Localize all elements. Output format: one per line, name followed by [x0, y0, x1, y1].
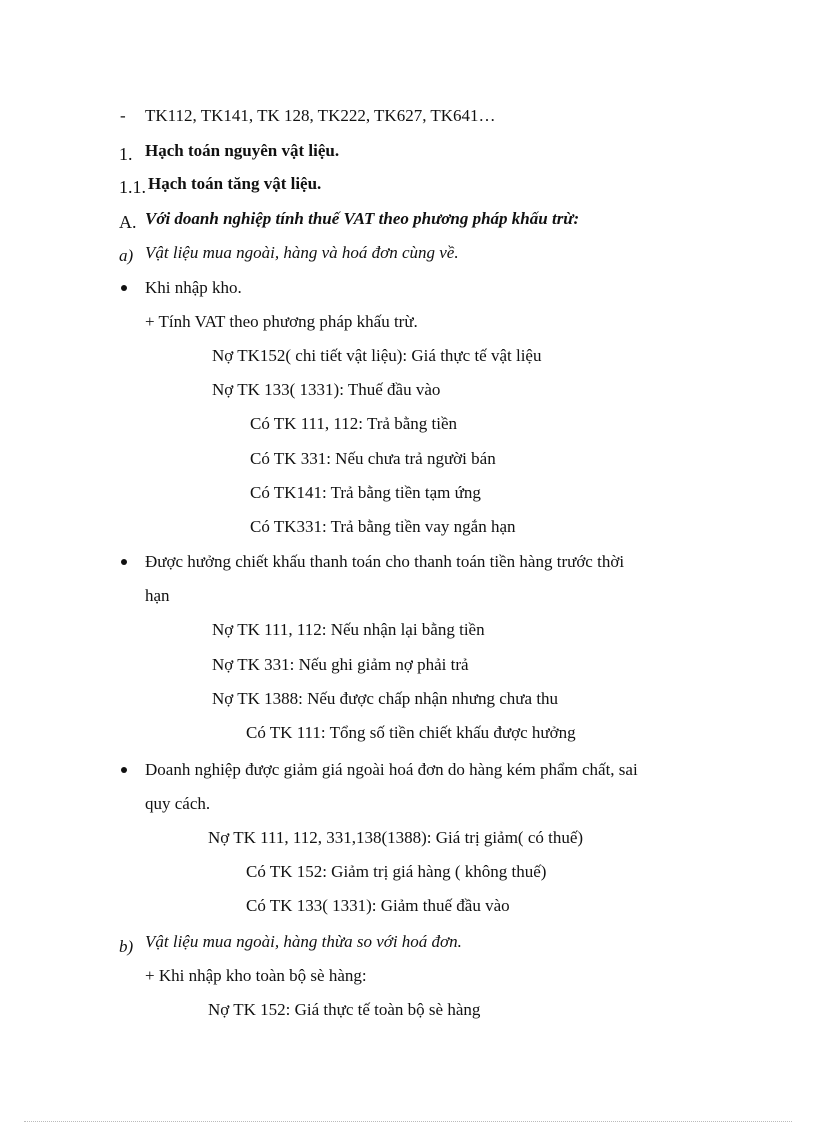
- bullet-icon: [121, 767, 127, 773]
- entry-debit-tk133: Nợ TK 133( 1331): Thuế đầu vào: [212, 380, 441, 399]
- heading-number-1: 1.: [119, 144, 133, 164]
- entry-debit-tk331: Nợ TK 331: Nếu ghi giảm nợ phải trả: [212, 655, 469, 674]
- entry-credit-tk331: Có TK 331: Nếu chưa trả người bán: [250, 449, 496, 468]
- item-vat-method: + Tính VAT theo phương pháp khấu trừ.: [145, 312, 418, 331]
- subheading-marker-b: b): [119, 937, 134, 956]
- heading-material-accounting: Hạch toán nguyên vật liệu.: [145, 141, 340, 160]
- item-full-entry: + Khi nhập kho toàn bộ sè hàng:: [145, 966, 367, 985]
- entry-credit-tk111-112: Có TK 111, 112: Trả bằng tiền: [250, 414, 457, 433]
- dash-marker: -: [120, 106, 126, 125]
- entry-debit-tk152-full: Nợ TK 152: Giá thực tế toàn bộ sè hàng: [208, 1000, 481, 1019]
- item-payment-discount: Được hưởng chiết khấu thanh toán cho thanh toán tiền hàng trước thời: [145, 552, 625, 571]
- subheading-marker-a: a): [119, 246, 134, 265]
- item-price-reduction: Doanh nghiệp được giảm giá ngoài hoá đơn do hàng kém phẩm chất, sai: [145, 760, 638, 779]
- entry-debit-tk1388: Nợ TK 1388: Nếu được chấp nhận nhưng chưa thu: [212, 689, 559, 708]
- account-list-line: TK112, TK141, TK 128, TK222, TK627, TK641…: [145, 106, 496, 125]
- entry-debit-tk152: Nợ TK152( chi tiết vật liệu): Giá thực tế vật liệu: [212, 346, 542, 365]
- subheading-surplus-goods: Vật liệu mua ngoài, hàng thừa so với hoá đơn.: [145, 932, 462, 951]
- heading-material-increase: Hạch toán tăng vật liệu.: [148, 174, 322, 193]
- entry-credit-tk152: Có TK 152: Giảm trị giá hàng ( không thuế): [246, 862, 547, 881]
- page-bottom-rule: [24, 1121, 792, 1122]
- bullet-icon: [121, 285, 127, 291]
- heading-number-1-1: 1.1.: [119, 177, 146, 197]
- heading-marker-a-upper: A.: [119, 212, 137, 232]
- item-payment-discount-cont: hạn: [145, 586, 170, 605]
- heading-vat-deduction: Với doanh nghiệp tính thuế VAT theo phương pháp khấu trừ:: [145, 209, 580, 228]
- bullet-icon: [121, 559, 127, 565]
- item-price-reduction-cont: quy cách.: [145, 794, 211, 813]
- entry-credit-tk111: Có TK 111: Tổng số tiền chiết khấu được hưởng: [246, 723, 576, 742]
- subheading-goods-and-invoice: Vật liệu mua ngoài, hàng và hoá đơn cùng về.: [145, 243, 459, 262]
- entry-debit-tk111-112: Nợ TK 111, 112: Nếu nhận lại bằng tiền: [212, 620, 485, 639]
- entry-debit-multi: Nợ TK 111, 112, 331,138(1388): Giá trị giảm( có thuế): [208, 828, 584, 847]
- item-warehouse-entry: Khi nhập kho.: [145, 278, 242, 297]
- entry-credit-tk141: Có TK141: Trả bằng tiền tạm ứng: [250, 483, 481, 502]
- entry-credit-tk133: Có TK 133( 1331): Giảm thuế đầu vào: [246, 896, 510, 915]
- entry-credit-tk331-loan: Có TK331: Trả bằng tiền vay ngắn hạn: [250, 517, 516, 536]
